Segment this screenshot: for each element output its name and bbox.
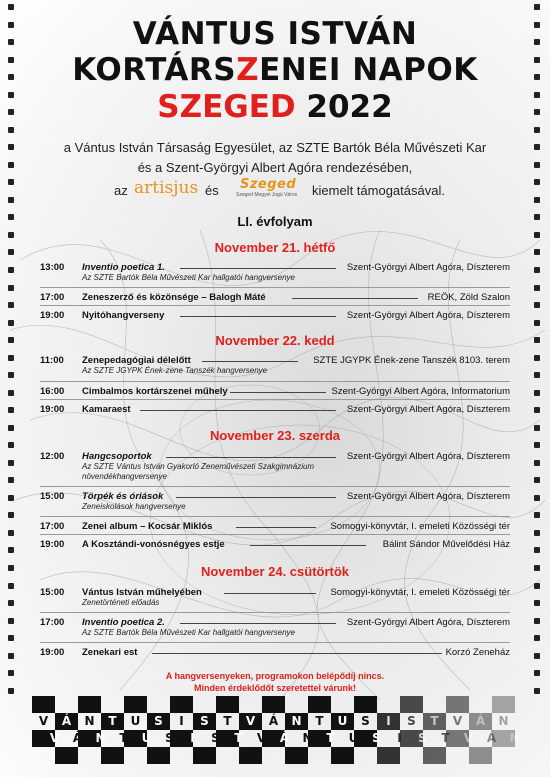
checker-cell	[262, 747, 285, 764]
title-line-3	[0, 88, 550, 126]
row-divider	[40, 305, 510, 306]
checker-cell	[124, 747, 147, 764]
checker-cell	[469, 696, 492, 713]
footer-letter: T	[315, 714, 324, 728]
checker-cell	[377, 747, 400, 764]
day-heading-2: November 22. kedd	[215, 333, 335, 348]
checker-cell	[55, 747, 78, 764]
checker-cell	[492, 696, 515, 713]
event-title: A Kosztándi-vonósnégyes estje	[82, 539, 225, 550]
event-venue: Bálint Sándor Művelődési Ház	[382, 539, 510, 550]
event-title: Zeneszerző és közönsége – Balogh Máté	[82, 292, 266, 303]
checker-cell	[354, 696, 377, 713]
footer-letter: V	[49, 731, 60, 745]
szeged-logo	[236, 177, 298, 201]
checker-cell	[331, 747, 354, 764]
footer-letter: Á	[486, 731, 497, 745]
title-line-1: VÁNTUS ISTVÁN	[132, 16, 418, 52]
szeged-logo-word: Szeged	[240, 177, 297, 192]
sponsor-suffix: kiemelt támogatásával.	[312, 183, 445, 198]
event-time: 15:00	[40, 587, 65, 598]
szeged-logo-subtitle: Szeged Megyei Jogú Város	[236, 192, 298, 198]
sponsor-prefix: az	[114, 183, 128, 198]
event-venue: Szent-Györgyi Albert Agóra, Díszterem	[346, 491, 510, 502]
event-title: Zenei album – Kocsár Miklós	[82, 521, 213, 532]
checker-cell	[285, 747, 308, 764]
event-venue: Szent-Györgyi Albert Agóra, Díszterem	[346, 404, 510, 415]
event-venue: Korzó Zeneház	[445, 647, 510, 658]
footer-letter: Á	[268, 714, 279, 728]
footer-letter: S	[372, 731, 381, 745]
checker-cell	[423, 696, 446, 713]
footer-letter: Á	[279, 731, 290, 745]
event-venue: Szent-Györgyi Albert Agóra, Díszterem	[346, 617, 510, 628]
footer-letter: I	[397, 731, 402, 745]
checker-cell	[78, 747, 101, 764]
event-row	[40, 451, 510, 481]
checker-cell	[101, 696, 124, 713]
footer-letter: Á	[72, 731, 83, 745]
footer-letter: T	[441, 731, 450, 745]
day-heading-1: November 21. hétfő	[214, 240, 336, 255]
leader-line	[152, 653, 442, 654]
checker-cell	[216, 747, 239, 764]
event-row	[40, 617, 510, 637]
title-part-c: ENEI NAPOK	[259, 52, 478, 88]
row-divider	[40, 287, 510, 288]
footer-letter: Á	[475, 714, 486, 728]
leader-line	[250, 545, 366, 546]
row-divider	[40, 516, 510, 517]
checker-cell	[55, 696, 78, 713]
checker-cell	[193, 696, 216, 713]
checker-cell	[124, 696, 147, 713]
event-time: 16:00	[40, 386, 65, 397]
event-time: 17:00	[40, 521, 65, 532]
footer-letter: T	[108, 714, 117, 728]
event-title: Kamaraest	[82, 404, 131, 415]
event-title: Zenekari est	[82, 647, 138, 658]
checkerboard-name-footer	[32, 696, 518, 766]
footer-letter: S	[154, 714, 163, 728]
event-venue: Somogyi-könyvtár, I. emeleti Közösségi tér	[330, 587, 510, 598]
event-time: 12:00	[40, 451, 65, 462]
event-row	[40, 310, 510, 326]
footer-letter: U	[337, 714, 348, 728]
checker-cell	[331, 696, 354, 713]
title-city: SZEGED	[157, 89, 296, 125]
event-title: Törpék és óriások	[82, 491, 164, 502]
checker-cell	[193, 747, 216, 764]
event-time: 15:00	[40, 491, 65, 502]
event-time: 17:00	[40, 617, 65, 628]
artisjus-logo: artisjus	[134, 178, 199, 198]
leader-line	[166, 457, 336, 458]
event-title: Cimbalmos kortárszenei műhely	[82, 386, 228, 397]
footer-letter: U	[130, 714, 141, 728]
footer-letter: V	[245, 714, 256, 728]
checker-cell	[400, 747, 423, 764]
leader-line	[202, 361, 298, 362]
event-title: Vántus István műhelyében	[82, 587, 202, 598]
footer-letter: V	[38, 714, 49, 728]
checker-cell	[170, 747, 193, 764]
event-venue: Szent-Györgyi Albert Agóra, Díszterem	[346, 262, 510, 273]
checker-cell	[78, 696, 101, 713]
checker-cell	[308, 747, 331, 764]
event-title: Nyitóhangverseny	[82, 310, 165, 321]
organizers-line-2: és a Szent-Györgyi Albert Agóra rendezésében,	[137, 160, 413, 175]
checker-cell	[377, 696, 400, 713]
title-part-red-z: Z	[236, 52, 260, 88]
footer-letter: N	[84, 714, 95, 728]
checker-cell	[147, 747, 170, 764]
footer-letter: N	[291, 714, 302, 728]
footer-letter: T	[430, 714, 439, 728]
title-line-2	[0, 52, 550, 88]
footer-letter: T	[119, 731, 128, 745]
day-heading-3: November 23. szerda	[209, 428, 341, 443]
row-divider	[40, 381, 510, 382]
footer-letter: T	[223, 714, 232, 728]
event-subtitle: Zeneiskolások hangversenye	[82, 502, 186, 511]
leader-line	[230, 392, 326, 393]
event-title: Inventio poetica 1.	[82, 262, 165, 273]
row-divider	[40, 612, 510, 613]
event-venue: REÖK, Zöld Szalon	[427, 292, 510, 303]
admission-note	[0, 670, 550, 694]
checker-cell	[285, 696, 308, 713]
event-subtitle: Zenetörténeti előadás	[82, 598, 160, 607]
event-row	[40, 491, 510, 511]
checker-cell	[239, 696, 262, 713]
footer-letter: S	[200, 714, 209, 728]
event-time: 19:00	[40, 404, 65, 415]
note-line-1: A hangversenyeken, programokon belépődíj nincs.	[165, 671, 385, 681]
event-row	[40, 587, 510, 607]
event-row	[40, 647, 510, 663]
checker-cell	[216, 696, 239, 713]
event-venue: Somogyi-könyvtár, I. emeleti Közösségi tér	[330, 521, 510, 532]
leader-line	[176, 497, 336, 498]
event-venue: Szent-Györgyi Albert Agóra, Informatorium	[331, 386, 510, 397]
event-subtitle: Az SZTE JGYPK Ének-zene Tanszék hangversenye	[82, 366, 268, 375]
organizers-line-1: a Vántus István Társaság Egyesület, az SZTE Bartók Béla Művészeti Kar	[63, 140, 487, 155]
checker-cell	[400, 696, 423, 713]
checker-cell	[492, 747, 515, 764]
event-title: Hangcsoportok	[82, 451, 152, 462]
footer-letter: Á	[61, 714, 72, 728]
sponsor-line	[0, 178, 550, 202]
leader-line	[180, 268, 336, 269]
event-time: 19:00	[40, 539, 65, 550]
footer-letter: N	[498, 714, 509, 728]
event-row	[40, 539, 510, 555]
footer-letter: S	[407, 714, 416, 728]
organizers-text	[0, 138, 550, 178]
footer-letter: S	[165, 731, 174, 745]
event-time: 17:00	[40, 292, 65, 303]
checker-cell	[32, 747, 55, 764]
event-row	[40, 404, 510, 420]
footer-letter: S	[211, 731, 220, 745]
event-subtitle: Az SZTE Vántus István Gyakorló Zeneművészeti Szakgimnázium	[82, 462, 315, 471]
footer-letter: V	[463, 731, 474, 745]
title-year: 2022	[306, 89, 393, 125]
event-venue: SZTE JGYPK Ének-zene Tanszék 8103. terem	[313, 355, 510, 366]
event-venue: Szent-Györgyi Albert Agóra, Díszterem	[346, 310, 510, 321]
leader-line	[224, 593, 316, 594]
checker-cell	[147, 696, 170, 713]
event-row	[40, 355, 510, 375]
leader-line	[180, 316, 336, 317]
leader-line	[140, 410, 336, 411]
note-line-2: Minden érdeklődőt szeretettel várunk!	[193, 683, 357, 693]
event-title: Inventio poetica 2.	[82, 617, 165, 628]
footer-letter: I	[386, 714, 391, 728]
event-time: 19:00	[40, 310, 65, 321]
event-time: 19:00	[40, 647, 65, 658]
edition-label: LI. évfolyam	[237, 214, 313, 229]
event-row	[40, 262, 510, 282]
checker-cell	[308, 696, 331, 713]
event-subtitle: Az SZTE Bartók Béla Művészeti Kar hallgatói hangversenye	[82, 628, 295, 637]
footer-letter: U	[141, 731, 152, 745]
checker-cell	[239, 747, 262, 764]
row-divider	[40, 642, 510, 643]
footer-letter: V	[452, 714, 463, 728]
checker-cell	[354, 747, 377, 764]
checker-cell	[423, 747, 446, 764]
footer-letter: S	[361, 714, 370, 728]
leader-line	[292, 298, 418, 299]
checker-cell	[101, 747, 124, 764]
event-subtitle: Az SZTE Bartók Béla Művészeti Kar hallgatói hangversenye	[82, 273, 295, 282]
event-venue: Szent-Györgyi Albert Agóra, Díszterem	[346, 451, 510, 462]
footer-letter: N	[509, 731, 520, 745]
checker-cell	[446, 747, 469, 764]
checker-cell	[170, 696, 193, 713]
title-part-a: KORTÁRS	[72, 52, 237, 88]
event-time: 11:00	[40, 355, 64, 366]
footer-letter: N	[95, 731, 106, 745]
footer-letter: U	[348, 731, 359, 745]
leader-line	[236, 527, 316, 528]
checker-cell	[32, 696, 55, 713]
row-divider	[40, 534, 510, 535]
footer-letter: V	[256, 731, 267, 745]
leader-line	[180, 623, 336, 624]
event-title: Zenepedagógiai délelőtt	[82, 355, 191, 366]
event-subtitle-2: növendékhangversenye	[82, 472, 167, 481]
row-divider	[40, 399, 510, 400]
checker-cell	[262, 696, 285, 713]
row-divider	[40, 486, 510, 487]
event-time: 13:00	[40, 262, 65, 273]
day-heading-4: November 24. csütörtök	[200, 564, 350, 579]
sponsor-and: és	[205, 183, 219, 198]
footer-letter: N	[302, 731, 313, 745]
footer-letter: T	[326, 731, 335, 745]
footer-letter: S	[418, 731, 427, 745]
footer-letter: T	[234, 731, 243, 745]
footer-letter: I	[179, 714, 184, 728]
poster-header	[0, 16, 550, 126]
checker-cell	[469, 747, 492, 764]
footer-letter: I	[190, 731, 195, 745]
checker-cell	[446, 696, 469, 713]
